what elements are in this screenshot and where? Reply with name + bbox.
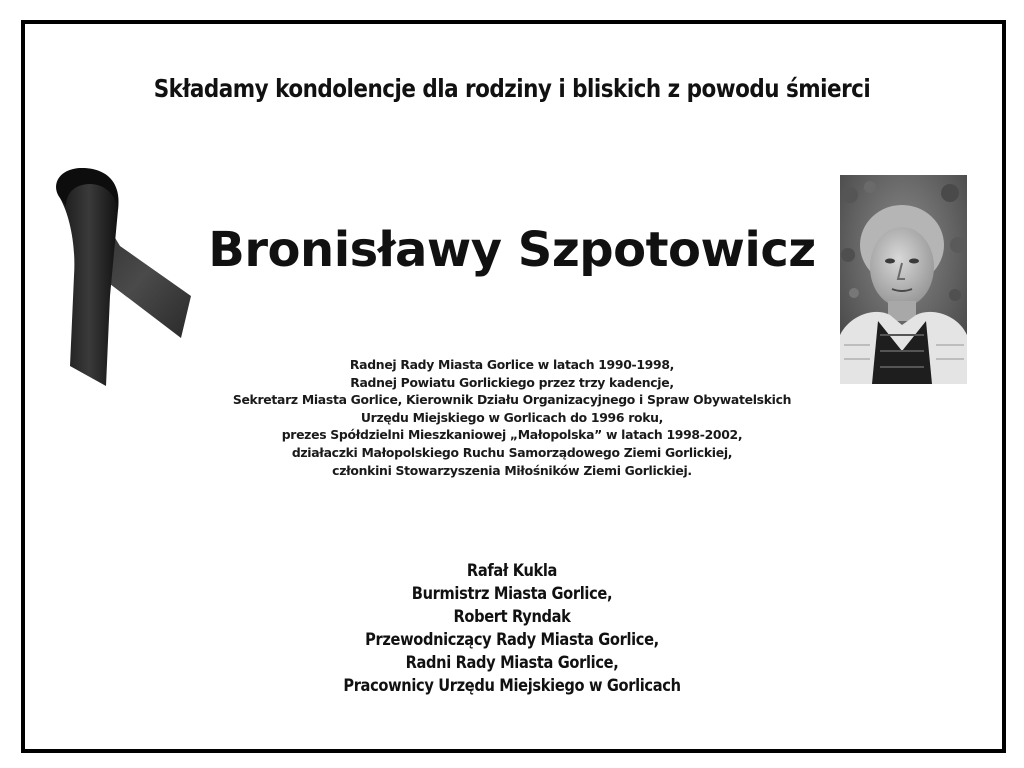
signer-line: Pracownicy Urzędu Miejskiego w Gorlicach <box>343 676 681 696</box>
bio-line: prezes Spółdzielni Mieszkaniowej „Małopolska” w latach 1998-2002, <box>281 427 743 443</box>
deceased-portrait-photo <box>840 175 967 384</box>
signatories <box>72 560 953 698</box>
biography <box>0 356 1024 479</box>
bio-line: Radnej Rady Miasta Gorlice w latach 1990-1998, <box>349 357 675 372</box>
signer-line: Rafał Kukla <box>466 561 558 581</box>
bio-line: działaczki Małopolskiego Ruchu Samorządowego Ziemi Gorlickiej, <box>291 444 733 460</box>
signer-line: Burmistrz Miasta Gorlice, <box>411 584 613 604</box>
bio-line: członkini Stowarzyszenia Miłośników Ziemi Gorlickiej. <box>332 462 692 478</box>
bio-line: Sekretarz Miasta Gorlice, Kierownik Działu Organizacyjnego i Spraw Obywatelskich <box>232 392 792 408</box>
bio-line: Urzędu Miejskiego w Gorlicach do 1996 roku, <box>360 409 664 425</box>
signer-line: Robert Ryndak <box>453 607 571 627</box>
condolence-headline: Składamy kondolencje dla rodziny i bliskich z powodu śmierci <box>153 74 871 103</box>
signer-line: Przewodniczący Rady Miasta Gorlice, <box>365 630 659 650</box>
signer-line: Radni Rady Miasta Gorlice, <box>405 653 619 673</box>
deceased-name: Bronisławy Szpotowicz <box>208 222 816 278</box>
bio-line: Radnej Powiatu Gorlickiego przez trzy kadencje, <box>350 374 674 390</box>
